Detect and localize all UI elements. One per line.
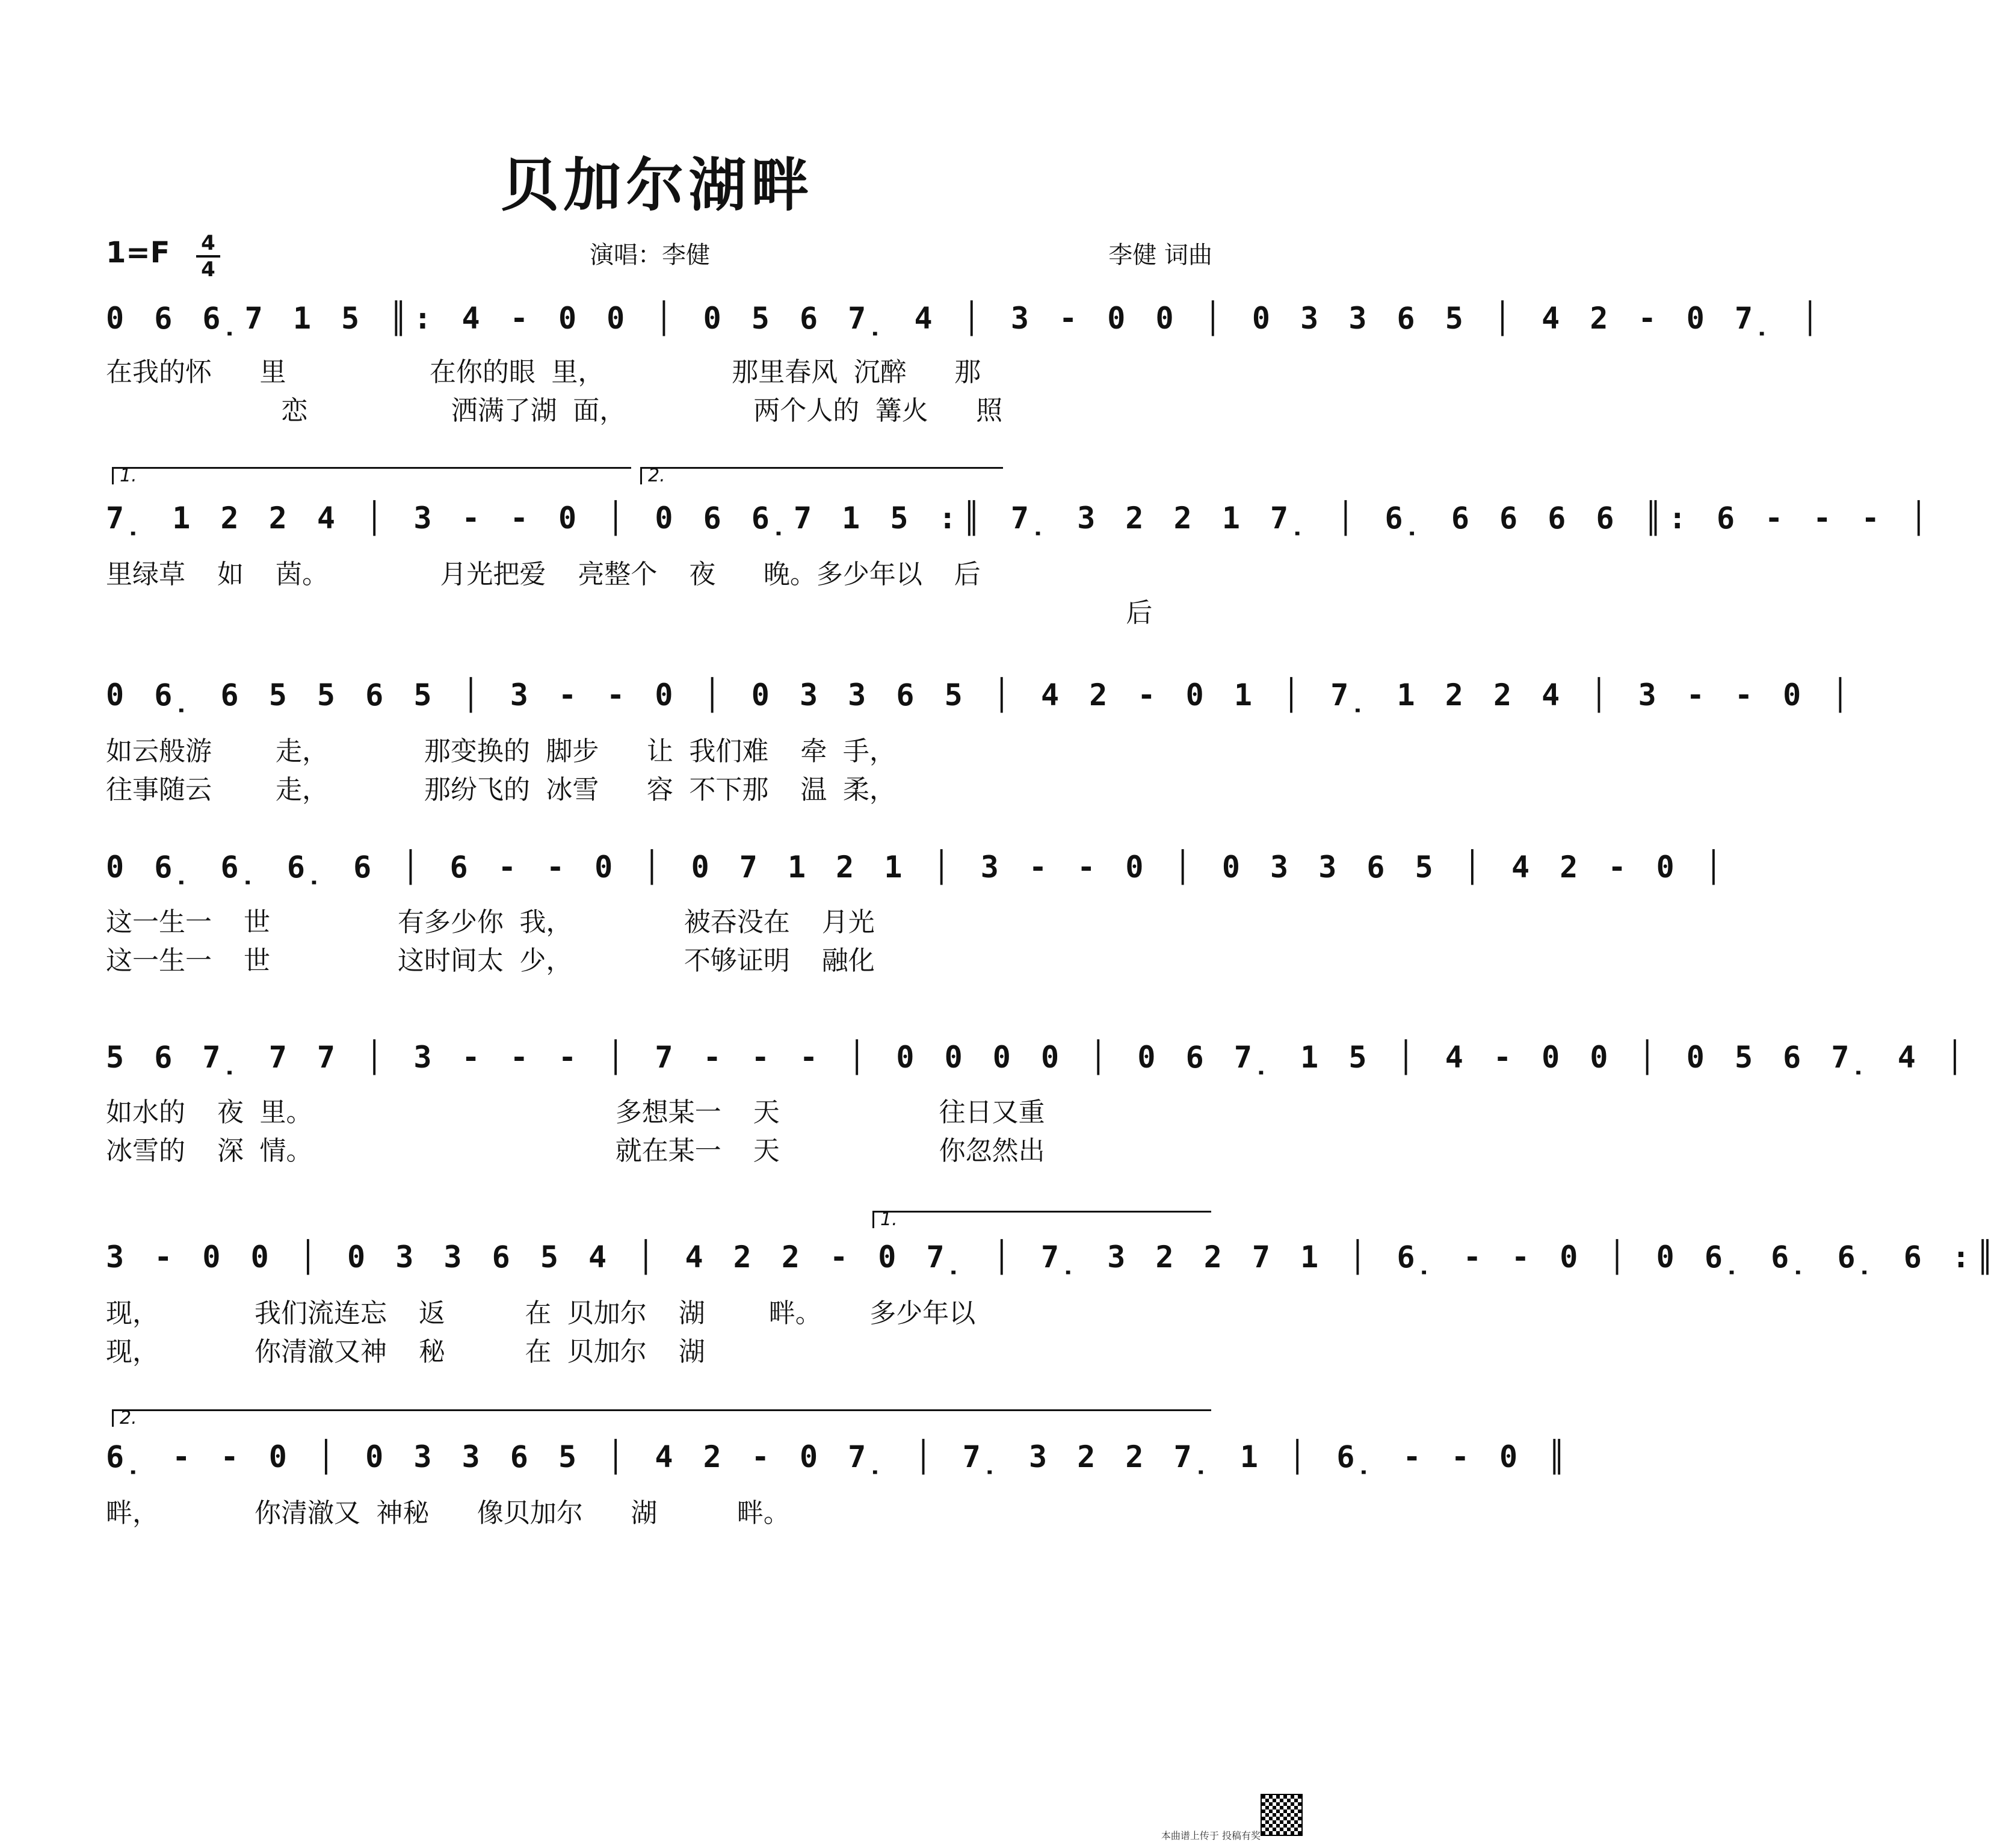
lyric-verse-2: 冰雪的 深 情。 就在某一 天 你忽然出 [106, 1136, 1045, 1166]
lyric-verse-2: 恋 洒满了湖 面， 两个人的 篝火 照 [106, 395, 1003, 426]
singer-credit: 演唱：李健 [590, 241, 710, 269]
lyric-verse-2: 现， 你清澈又神 秘 在 贝加尔 湖 [106, 1337, 705, 1367]
composer-credit: 李健 词曲 [1108, 241, 1212, 269]
notation-line: 0 6̣ 6 5 5 6 5 │ 3 - - 0 │ 0 3 3 6 5 │ 4 2 - 0 1 │ 7̣ 1 2 2 4 │ 3 - - 0 │ [106, 678, 1856, 712]
volta-label: 2. [648, 465, 665, 486]
notation-line: 0 6̣ 6̣ 6̣ 6 │ 6 - - 0 │ 0 7 1 2 1 │ 3 - - 0 │ 0 3 3 6 5 │ 4 2 - 0 │ [106, 850, 1729, 885]
time-signature-bottom: 4 [201, 258, 215, 282]
time-signature-top: 4 [201, 231, 215, 255]
time-signature [196, 232, 220, 280]
lyric-verse-2: 往事随云 走， 那纷飞的 冰雪 容 不下那 温 柔， [106, 774, 896, 805]
notation-line: 5 6 7̣ 7 7 │ 3 - - - │ 7 - - - │ 0 0 0 0 │ 0 6 7̣ 1 5 │ 4 - 0 0 │ 0 5 6 7̣ 4 │ [106, 1040, 1970, 1075]
lyric-verse-1: 如云般游 走， 那变换的 脚步 让 我们难 牵 手， [106, 736, 896, 767]
notation-line: 7̣ 1 2 2 4 │ 3 - - 0 │ 0 6 6̣7 1 5 :║ 7̣ 3 2 2 1 7̣ │ 6̣ 6 6 6 6 ║: 6 - - - │ [106, 501, 1934, 536]
volta-label: 1. [880, 1209, 898, 1230]
notation-line: 0 6 6̣7 1 5 ║: 4 - 0 0 │ 0 5 6 7̣ 4 │ 3 - 0 0 │ 0 3 3 6 5 │ 4 2 - 0 7̣ │ [106, 301, 1826, 336]
lyric-verse-1: 如水的 夜 里。 多想某一 天 往日又重 [106, 1097, 1045, 1128]
notation-line: 3 - 0 0 │ 0 3 3 6 5 4 │ 4 2 2 - 0 7̣ │ 7̣ 3 2 2 7 1 │ 6̣ - - 0 │ 0 6̣ 6̣ 6̣ 6 :║ [106, 1240, 2000, 1275]
volta-bracket-1 [872, 1211, 1211, 1228]
volta-label: 2. [120, 1408, 137, 1429]
upload-footer: 本曲谱上传于 投稿有奖 [1161, 1830, 1261, 1841]
lyric-verse-1: 在我的怀 里 在你的眼 里， 那里春风 沉醉 那 [106, 357, 981, 388]
lyric-verse-1: 里绿草 如 茵。 月光把爱 亮整个 夜 晚。多少年以 后 [106, 559, 981, 590]
lyric-verse-1: 这一生一 世 有多少你 我， 被吞没在 月光 [106, 907, 875, 938]
notation-line: 6̣ - - 0 │ 0 3 3 6 5 │ 4 2 - 0 7̣ │ 7̣ 3 2 2 7̣ 1 │ 6̣ - - 0 ║ [106, 1439, 1572, 1474]
lyric-verse-1: 畔， 你清澈又 神秘 像贝加尔 湖 畔。 [106, 1498, 790, 1528]
key-signature: 1=F [106, 236, 170, 270]
volta-bracket-1 [112, 467, 631, 484]
lyric-verse-1: 现， 我们流连忘 返 在 贝加尔 湖 畔。 多少年以 [106, 1298, 976, 1329]
qr-code-icon [1261, 1794, 1303, 1836]
song-title: 贝加尔湖畔 [501, 151, 814, 219]
volta-bracket-2 [640, 467, 1003, 484]
lyric-verse-2: 后 [106, 598, 1153, 628]
volta-label: 1. [120, 465, 137, 486]
volta-bracket-2 [112, 1409, 1211, 1427]
lyric-verse-2: 这一生一 世 这时间太 少， 不够证明 融化 [106, 945, 875, 976]
